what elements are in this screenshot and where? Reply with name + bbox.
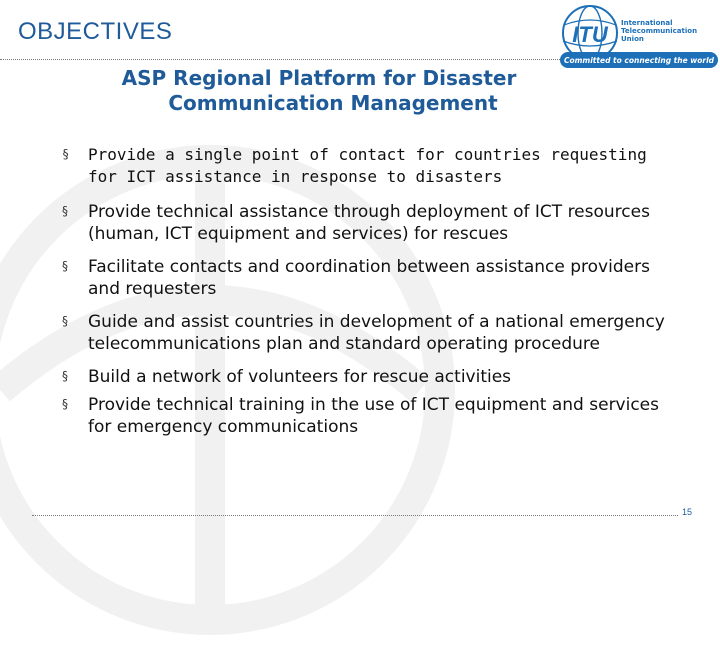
- bullet-marker-icon: §: [62, 147, 70, 161]
- org-name-line-3: Union: [621, 35, 644, 43]
- bullet-text: Provide a single point of contact for countries requesting for ICT assistance in response to disasters: [88, 145, 647, 186]
- bullet-text: Guide and assist countries in development of a national emergency telecommunications plan and standard operating procedure: [88, 312, 665, 354]
- logo-tagline: Committed to connecting the world: [563, 56, 715, 65]
- list-item: [62, 256, 672, 300]
- bullet-marker-icon: §: [62, 397, 68, 411]
- subtitle-line-1: ASP Regional Platform for Disaster: [121, 66, 517, 90]
- itu-wordmark: ITU: [572, 22, 608, 47]
- subtitle-line-2: Communication Management: [168, 91, 498, 115]
- list-item: [62, 201, 672, 245]
- itu-logo: [556, 3, 720, 73]
- page-number: 15: [682, 507, 693, 517]
- bullet-text: Facilitate contacts and coordination between assistance providers and requesters: [88, 257, 650, 299]
- org-name-line-2: Telecommunication: [621, 27, 698, 35]
- slide-subtitle: [0, 66, 720, 116]
- bullet-marker-icon: §: [62, 259, 68, 273]
- bullet-text: Provide technical training in the use of ICT equipment and services for emergency communications: [88, 395, 660, 437]
- header-divider: [0, 59, 562, 60]
- bullet-text: Build a network of volunteers for rescue activities: [88, 367, 512, 387]
- objectives-list: [62, 144, 672, 438]
- bullet-text: Provide technical assistance through deployment of ICT resources (human, ICT equipment and services) for rescues: [88, 202, 650, 244]
- list-item: [62, 394, 672, 438]
- slide-heading: OBJECTIVES: [18, 18, 173, 45]
- org-name-line-1: International: [621, 19, 673, 27]
- list-item: [62, 144, 672, 188]
- bullet-marker-icon: §: [62, 204, 68, 218]
- bullet-marker-icon: §: [62, 369, 68, 383]
- footer-divider: [32, 515, 678, 516]
- list-item: [62, 311, 672, 355]
- list-item: [62, 366, 672, 388]
- bullet-marker-icon: §: [62, 314, 68, 328]
